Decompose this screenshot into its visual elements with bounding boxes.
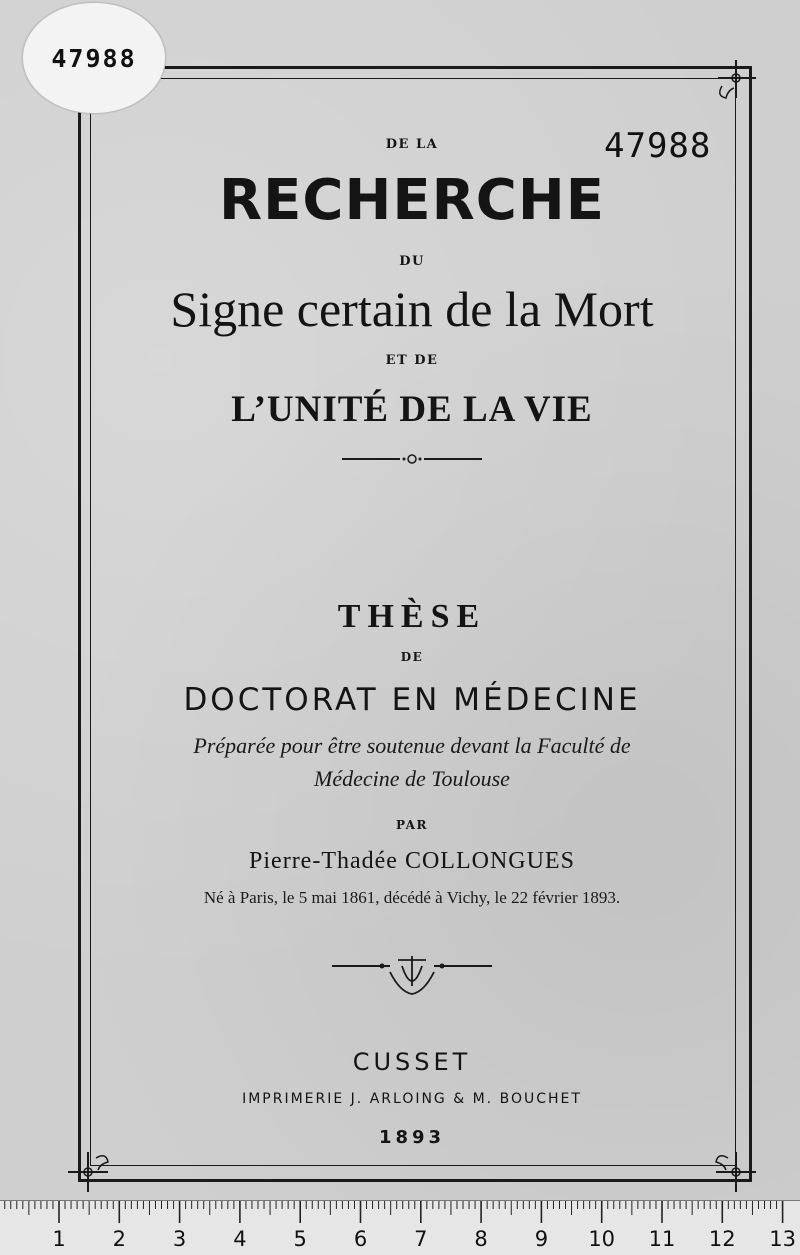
ruler-label: 11 — [648, 1227, 676, 1251]
ruler-label: 2 — [112, 1227, 126, 1251]
preparee-line-2: Médecine de Toulouse — [314, 766, 510, 791]
title-signe-certain: Signe certain de la Mort — [170, 281, 654, 337]
ruler-label: 4 — [233, 1227, 247, 1251]
ruler-label: 13 — [769, 1227, 796, 1251]
imprint-printer: IMPRIMERIE J. ARLOING & M. BOUCHET — [242, 1091, 582, 1107]
sticker-number: 47988 — [51, 43, 137, 73]
fleuron-ornament — [330, 952, 494, 1002]
author-birth-death: Né à Paris, le 5 mai 1861, décédé à Vichy, le 22 février 1893. — [203, 888, 621, 907]
ruler-label: 9 — [534, 1227, 549, 1251]
par-label: PAR — [396, 818, 428, 832]
imprint-year: 1893 — [378, 1127, 446, 1148]
ruler-label: 3 — [172, 1227, 187, 1251]
ruler-label: 12 — [708, 1227, 736, 1251]
ruler-label: 7 — [414, 1227, 428, 1251]
ruler-label: 8 — [474, 1227, 488, 1251]
ruler-label: 6 — [353, 1227, 368, 1251]
these-de: DE — [400, 650, 424, 664]
corner-ornament-bottom-left — [66, 1150, 112, 1196]
title-et-de: ET DE — [385, 353, 439, 368]
library-number-sticker — [22, 2, 166, 114]
these-heading: THÈSE — [337, 598, 487, 635]
title-unite-de-la-vie: L’UNITÉ DE LA VIE — [231, 389, 593, 430]
title-du: DU — [399, 254, 425, 269]
imprint-city: CUSSET — [352, 1048, 472, 1076]
corner-ornament-top-right — [714, 56, 760, 102]
title-recherche: RECHERCHE — [219, 168, 605, 233]
ruler-label: 5 — [293, 1227, 307, 1251]
stamped-inventory-number: 47988 — [604, 126, 712, 166]
measuring-ruler — [0, 1200, 800, 1255]
corner-ornament-bottom-right — [714, 1150, 760, 1196]
author-name: Pierre-Thadée COLLONGUES — [249, 848, 575, 874]
ruler-label: 1 — [52, 1227, 66, 1251]
title-de-la: DE LA — [385, 137, 439, 152]
doctorat-en-medecine: DOCTORAT EN MÉDECINE — [183, 682, 641, 718]
preparee-line-1: Préparée pour être soutenue devant la Faculté de — [193, 733, 631, 758]
ruler-label: 10 — [588, 1227, 616, 1251]
divider-ornament — [340, 452, 485, 466]
